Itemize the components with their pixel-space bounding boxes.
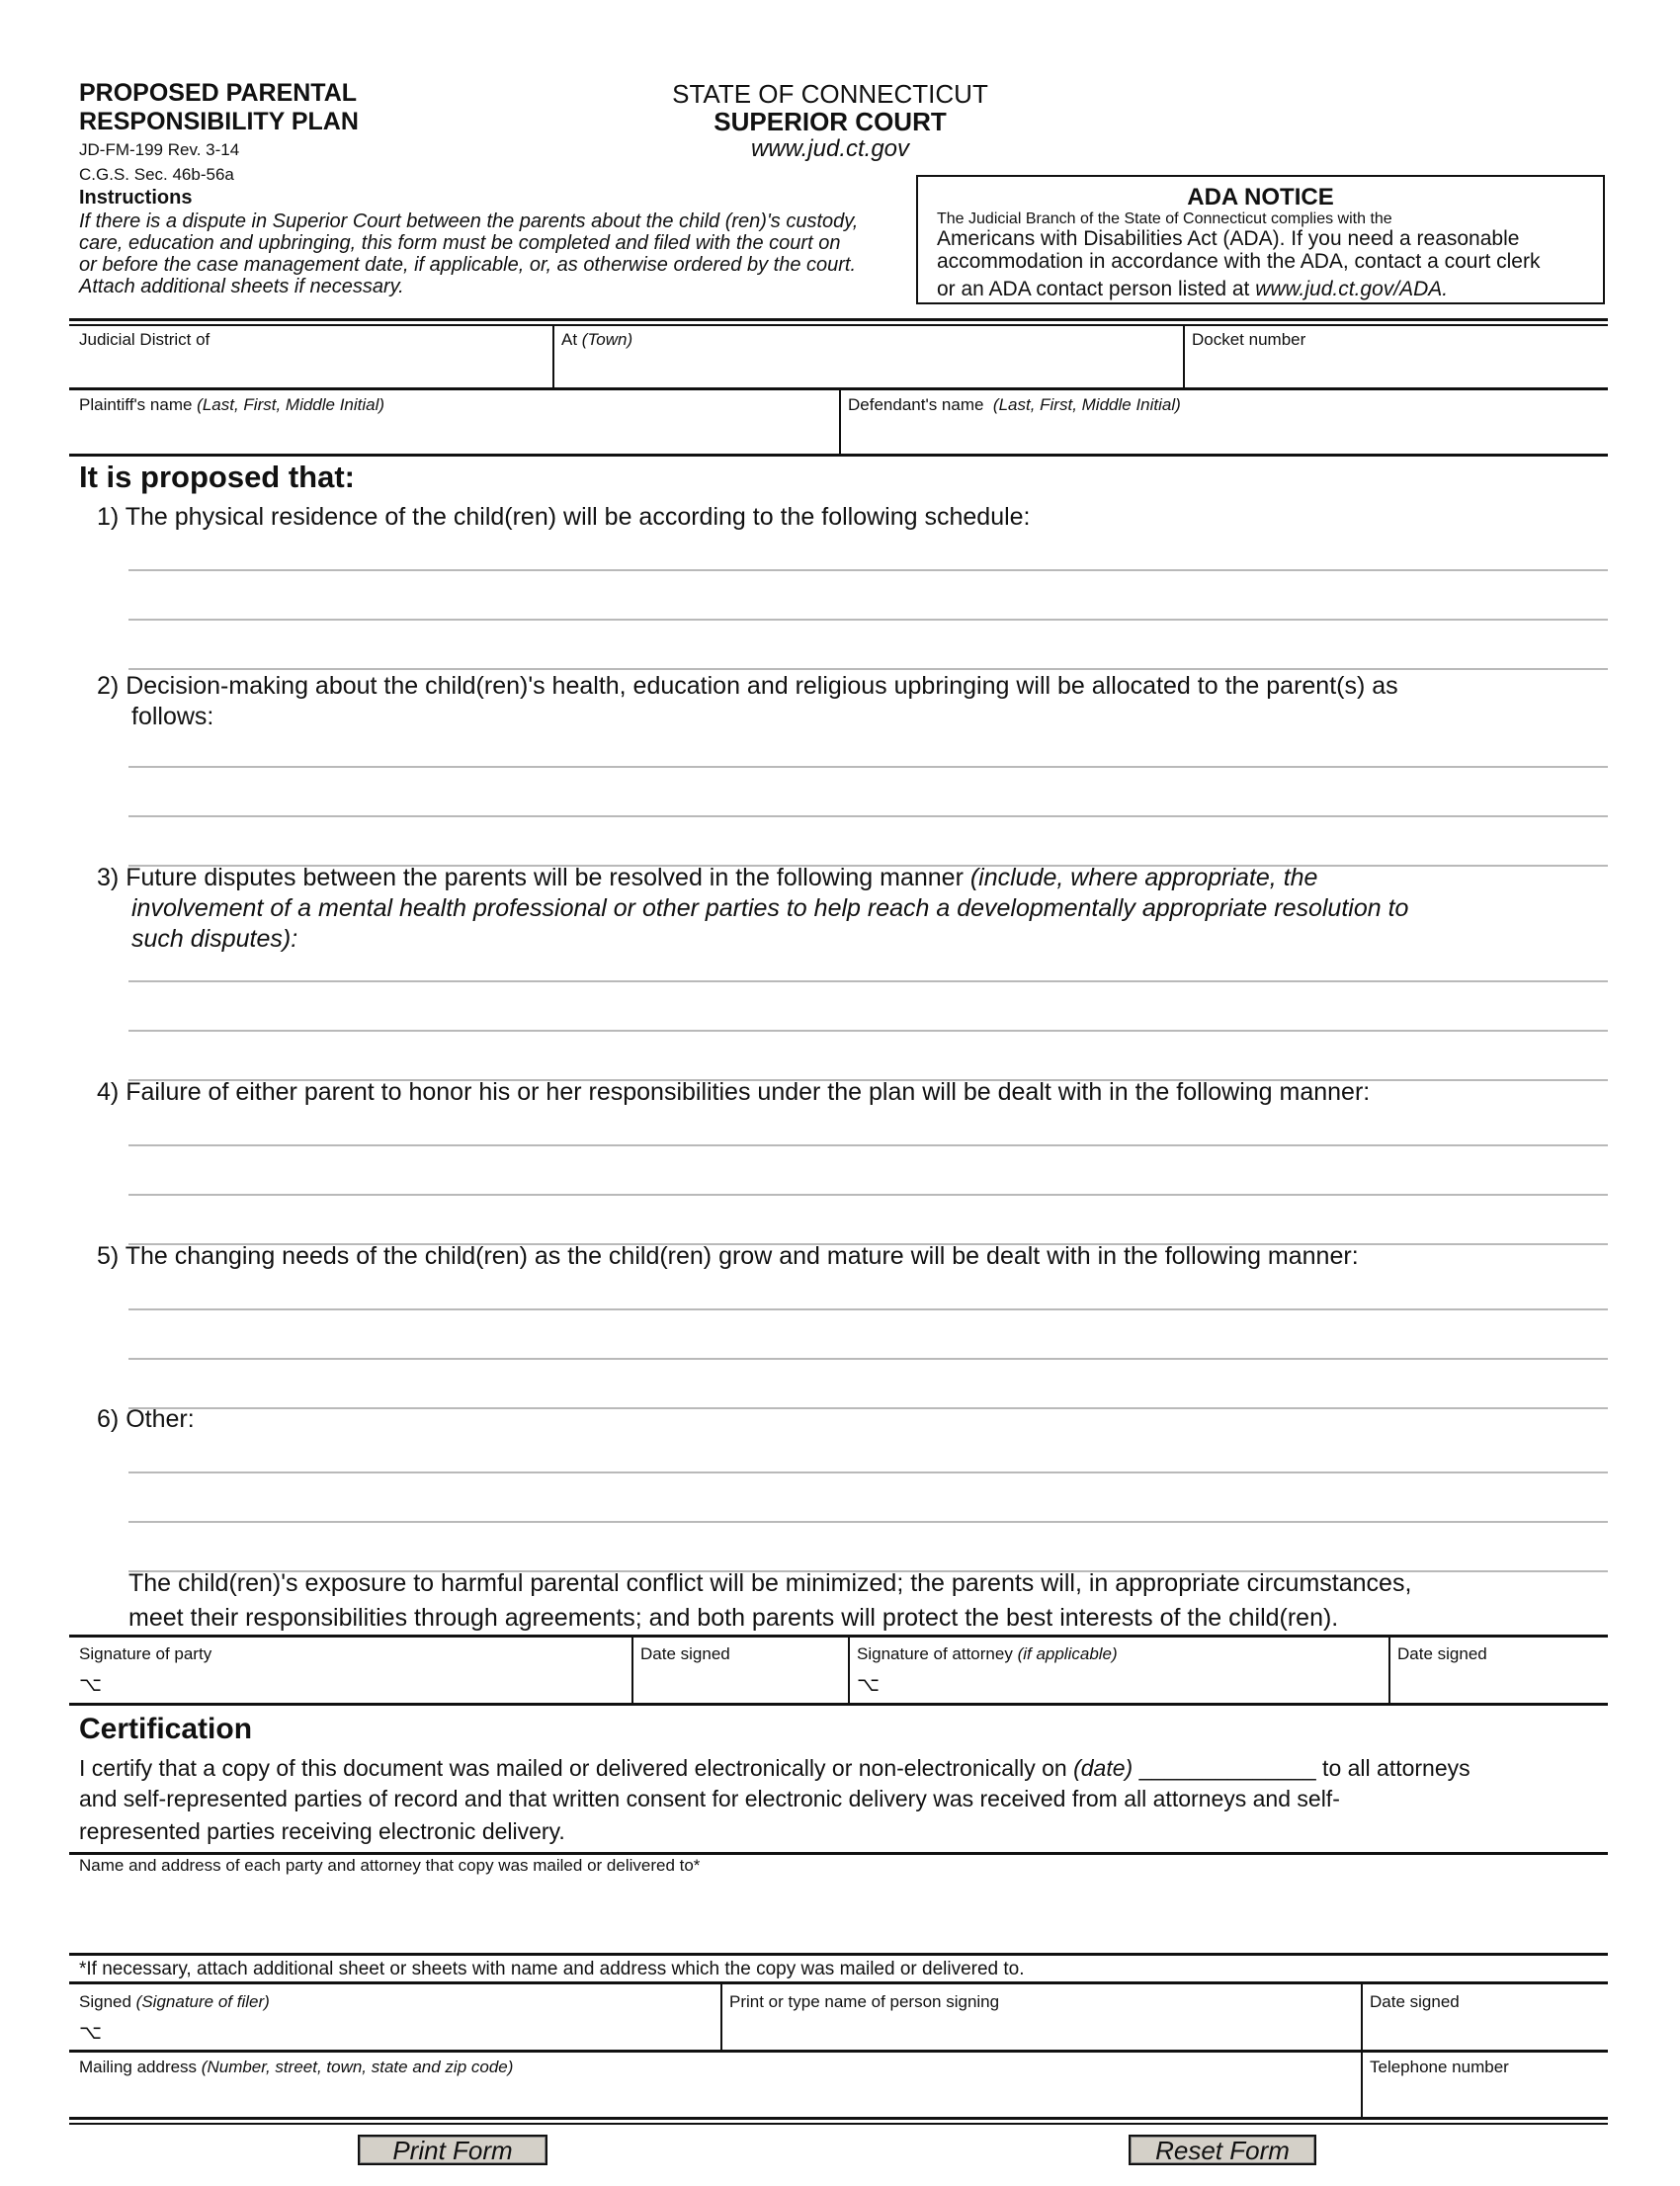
proposal-heading: It is proposed that: xyxy=(79,460,355,494)
telephone-label: Telephone number xyxy=(1370,2058,1509,2076)
column-divider xyxy=(631,1637,633,1704)
item-number: 1) xyxy=(97,503,120,531)
party-signature-label: Signature of party xyxy=(79,1644,212,1663)
form-title-line2: RESPONSIBILITY PLAN xyxy=(79,108,359,135)
signature-icon: ⌥ xyxy=(857,1672,881,1696)
item-3-line-2[interactable] xyxy=(128,1030,1608,1032)
certification-text-end: to all attorneys xyxy=(1315,1755,1470,1781)
form-number: JD-FM-199 Rev. 3-14 xyxy=(79,140,240,159)
column-divider xyxy=(848,1637,850,1704)
column-divider xyxy=(720,1983,722,2050)
item-2 xyxy=(97,671,1398,702)
divider-double-bottom xyxy=(69,324,1608,326)
item-3-line-1[interactable] xyxy=(128,980,1608,982)
item-number: 4) xyxy=(97,1078,120,1106)
ada-notice-line3: accommodation in accordance with the ADA, contact a court clerk xyxy=(937,250,1541,273)
divider-double-top xyxy=(69,318,1608,321)
item-hint: (include, where appropriate, the xyxy=(969,864,1318,891)
judicial-district-input[interactable] xyxy=(71,352,549,385)
attorney-signature-field[interactable] xyxy=(851,1666,1386,1702)
item-1-line-1[interactable] xyxy=(128,569,1608,571)
item-text: Future disputes between the parents will be resolved in the following manner xyxy=(126,864,970,891)
row-divider xyxy=(69,2050,1608,2053)
certification-heading: Certification xyxy=(79,1713,253,1745)
date-hint: (date) xyxy=(1073,1755,1134,1781)
item-text: Decision-making about the child(ren)'s health, education and religious upbringing will be allocated to the parent(s) as xyxy=(126,672,1398,700)
column-divider xyxy=(1388,1637,1390,1704)
instructions-heading: Instructions xyxy=(79,187,193,209)
party-date-field[interactable] xyxy=(634,1666,845,1702)
item-3-hint-line3: such disputes): xyxy=(131,925,298,953)
attorney-label-text: Signature of attorney xyxy=(857,1644,1013,1663)
town-hint: (Town) xyxy=(581,330,633,349)
defendant-name-label xyxy=(848,395,1181,415)
item-2-line-1[interactable] xyxy=(128,766,1608,768)
party-signature-field[interactable] xyxy=(71,1666,629,1702)
ada-link[interactable]: www.jud.ct.gov/ADA. xyxy=(1255,278,1449,300)
recipients-label: Name and address of each party and attorney that copy was mailed or delivered to* xyxy=(79,1856,701,1875)
party-date-label: Date signed xyxy=(640,1644,730,1663)
item-3-hint-line2: involvement of a mental health professional or other parties to help reach a developmentally appropriate resolution to xyxy=(131,894,1409,922)
item-number: 3) xyxy=(97,864,120,891)
judicial-district-label: Judicial District of xyxy=(79,330,210,349)
defendant-label-text: Defendant's name xyxy=(848,395,984,414)
signed-label-text: Signed xyxy=(79,1992,131,2011)
row-divider xyxy=(69,1953,1608,1956)
attorney-signature-label xyxy=(857,1644,1118,1664)
item-number: 5) xyxy=(97,1242,120,1270)
town-label xyxy=(561,330,632,350)
certification-text: I certify that a copy of this document was mailed or delivered electronically or non-electronically on xyxy=(79,1755,1074,1781)
town-label-text: At xyxy=(561,330,578,349)
item-6 xyxy=(97,1404,195,1435)
telephone-input[interactable] xyxy=(1364,2079,1605,2115)
defendant-name-input[interactable] xyxy=(842,417,1605,451)
form-title xyxy=(79,79,359,136)
row-divider xyxy=(69,1852,1608,1855)
row-divider xyxy=(69,1635,1608,1638)
defendant-hint: (Last, First, Middle Initial) xyxy=(992,395,1181,414)
signature-icon: ⌥ xyxy=(79,2020,103,2044)
mailing-address-input[interactable] xyxy=(71,2079,1358,2115)
town-input[interactable] xyxy=(555,352,1180,385)
certification-line3: represented parties receiving electronic delivery. xyxy=(79,1818,565,1844)
item-text: The changing needs of the child(ren) as the child(ren) grow and mature will be dealt with in the following manner: xyxy=(125,1242,1359,1270)
ada-notice-line1: The Judicial Branch of the State of Connecticut complies with the xyxy=(937,210,1392,227)
item-5 xyxy=(97,1241,1359,1272)
item-1-line-3[interactable] xyxy=(128,668,1608,670)
item-text: The physical residence of the child(ren) will be according to the following schedule: xyxy=(125,503,1031,531)
closing-statement-line1: The child(ren)'s exposure to harmful parental conflict will be minimized; the parents will, in appropriate circumstances, xyxy=(128,1569,1412,1597)
court-name: SUPERIOR COURT xyxy=(714,107,947,136)
instructions-text: If there is a dispute in Superior Court between the parents about the child (ren)'s custody, care, education and upbringing, this form must be completed and filed with the court on or before the case management date, if applicable, or, as otherwise ordered by the court. Attach additional sheets if necessary. xyxy=(79,210,859,297)
item-3 xyxy=(97,863,1317,893)
recipients-input[interactable] xyxy=(71,1878,1605,1949)
court-website: www.jud.ct.gov xyxy=(750,135,910,162)
ada-notice-line4 xyxy=(918,278,1603,300)
item-number: 2) xyxy=(97,672,120,700)
column-divider xyxy=(1361,2052,1363,2117)
plaintiff-name-input[interactable] xyxy=(71,417,836,451)
ada-notice-heading: ADA NOTICE xyxy=(1187,184,1334,210)
mailing-address-label xyxy=(79,2058,513,2077)
attorney-hint: (if applicable) xyxy=(1017,1644,1118,1663)
plaintiff-hint: (Last, First, Middle Initial) xyxy=(197,395,385,414)
divider-double-top xyxy=(69,2117,1608,2120)
item-6-line-2[interactable] xyxy=(128,1521,1608,1523)
certification-line2: and self-represented parties of record and that written consent for electronic delivery was received from all attorneys and self- xyxy=(79,1786,1340,1811)
attorney-date-field[interactable] xyxy=(1391,1666,1605,1702)
print-name-input[interactable] xyxy=(723,2014,1358,2048)
attorney-date-label: Date signed xyxy=(1397,1644,1487,1663)
row-divider xyxy=(69,454,1608,457)
item-1-line-2[interactable] xyxy=(128,619,1608,621)
divider-double-bottom xyxy=(69,2123,1608,2125)
filer-signature-label xyxy=(79,1992,270,2012)
ada-notice-line4-text: or an ADA contact person listed at xyxy=(937,278,1256,300)
print-form-button[interactable]: Print Form xyxy=(358,2135,547,2165)
closing-statement-line2: meet their responsibilities through agreements; and both parents will protect the best interests of the child(ren). xyxy=(128,1604,1339,1632)
docket-number-input[interactable] xyxy=(1186,352,1605,385)
column-divider xyxy=(1361,1983,1363,2050)
reset-form-button[interactable]: Reset Form xyxy=(1129,2135,1316,2165)
column-divider xyxy=(1183,326,1185,387)
ada-notice-line2: Americans with Disabilities Act (ADA). If you need a reasonable xyxy=(937,227,1520,250)
row-divider xyxy=(69,1703,1608,1706)
signed-hint: (Signature of filer) xyxy=(135,1992,270,2011)
state-name: STATE OF CONNECTICUT xyxy=(672,79,988,109)
column-divider xyxy=(839,389,841,454)
item-text: Other: xyxy=(126,1405,195,1433)
item-4-line-1[interactable] xyxy=(128,1144,1608,1146)
mailing-hint: (Number, street, town, state and zip code) xyxy=(201,2058,514,2076)
filer-date-label: Date signed xyxy=(1370,1992,1460,2011)
certification-line1 xyxy=(79,1753,1470,1784)
mailing-label-text: Mailing address xyxy=(79,2058,198,2076)
row-divider xyxy=(69,1981,1608,1984)
recipients-footnote: *If necessary, attach additional sheet or sheets with name and address which the copy was mailed or delivered to. xyxy=(79,1959,1025,1979)
item-1 xyxy=(97,502,1031,533)
item-5-line-2[interactable] xyxy=(128,1358,1608,1360)
filer-signature-field[interactable] xyxy=(71,2014,717,2048)
signature-icon: ⌥ xyxy=(79,1672,103,1696)
column-divider xyxy=(552,326,554,387)
plaintiff-label-text: Plaintiff's name xyxy=(79,395,193,414)
item-5-line-1[interactable] xyxy=(128,1308,1608,1310)
item-2-continuation: follows: xyxy=(131,703,214,730)
plaintiff-name-label xyxy=(79,395,384,415)
item-6-line-1[interactable] xyxy=(128,1471,1608,1473)
print-name-label: Print or type name of person signing xyxy=(729,1992,1000,2011)
ada-notice-box xyxy=(916,175,1605,304)
form-title-line1: PROPOSED PARENTAL xyxy=(79,79,358,107)
statute-reference: C.G.S. Sec. 46b-56a xyxy=(79,165,234,184)
item-number: 6) xyxy=(97,1405,120,1433)
item-5-line-3[interactable] xyxy=(128,1407,1608,1409)
docket-number-label: Docket number xyxy=(1192,330,1306,349)
item-text: Failure of either parent to honor his or her responsibilities under the plan will be dealt with in the following manner: xyxy=(126,1078,1371,1106)
item-4-line-2[interactable] xyxy=(128,1194,1608,1196)
filer-date-input[interactable] xyxy=(1364,2014,1605,2048)
certification-date-field[interactable]: ______________ xyxy=(1138,1755,1316,1781)
item-2-line-2[interactable] xyxy=(128,815,1608,817)
item-4 xyxy=(97,1077,1370,1108)
